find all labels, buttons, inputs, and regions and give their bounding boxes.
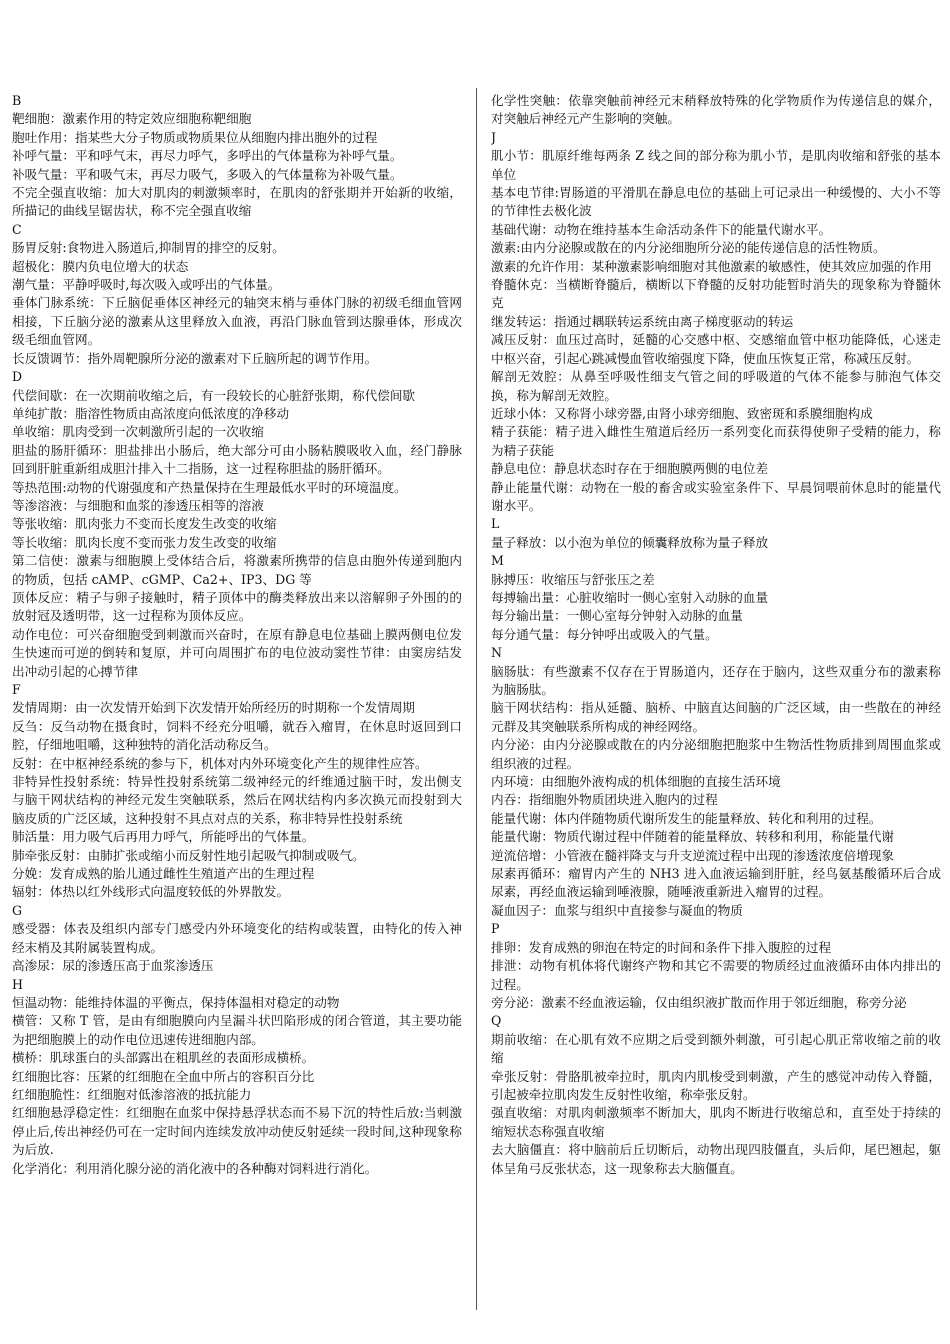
glossary-entry: 期前收缩：在心肌有效不应期之后受到额外刺激，可引起心肌正常收缩之前的收缩 (491, 1031, 941, 1066)
glossary-entry: 排卵：发育成熟的卵泡在特定的时间和条件下排入腹腔的过程 (491, 939, 832, 955)
section-letter: F (12, 682, 21, 697)
glossary-entry: 尿素再循环：瘤胃内产生的 NH3 进入血液运输到肝脏，经鸟氨基酸循环后合成尿素，再经血液运输到唾液腺，随唾液重新进入瘤胃的过程。 (491, 866, 941, 900)
glossary-entry: 近球小体：又称肾小球旁器,由肾小球旁细胞、致密斑和系膜细胞构成 (491, 405, 873, 421)
glossary-entry: 脉搏压：收缩压与舒张压之差 (491, 571, 655, 587)
glossary-entry: 红细胞悬浮稳定性：红细胞在血浆中保持悬浮状态而不易下沉的特性后放:当刺激停止后,传出神经仍可在一定时间内连续发放冲动使反射延续一段时间,这种现象称为后放. (12, 1105, 462, 1158)
glossary-entry: 反刍：反刍动物在摄食时，饲料不经充分咀嚼，就吞入瘤胃，在休息时返回到口腔，仔细地咀嚼，这种独特的消化活动称反刍。 (12, 718, 462, 753)
section-letter: D (12, 369, 23, 385)
section-letter: P (491, 921, 500, 937)
glossary-entry: 肌小节：肌原纤维每两条 Z 线之间的部分称为肌小节，是肌肉收缩和舒张的基本单位 (491, 148, 941, 182)
section-letter: N (491, 645, 503, 661)
glossary-entry: 顶体反应：精子与卵子接触时，精子顶体中的酶类释放出来以溶解卵子外围的的放射冠及透明带，这一过程称为顶体反应。 (12, 589, 462, 624)
glossary-entry: 基础代谢：动物在维持基本生命活动条件下的能量代谢水平。 (491, 221, 832, 237)
glossary-entry: 不完全强直收缩：加大对肌肉的刺激频率时，在肌肉的舒张期并开始新的收缩，所描记的曲线呈锯齿状，称不完全强直收缩 (12, 185, 462, 219)
glossary-entry: 单收缩：肌肉受到一次刺激所引起的一次收缩 (12, 424, 264, 440)
glossary-entry: 内环境：由细胞外液构成的机体细胞的直接生活环境 (491, 774, 781, 790)
glossary-entry: 每分通气量：每分钟呼出或吸入的气量。 (491, 626, 718, 642)
glossary-entry: 旁分泌：激素不经血液运输，仅由组织液扩散而作用于邻近细胞，称旁分泌 (491, 994, 907, 1010)
glossary-entry: 激素:由内分泌腺或散在的内分泌细胞所分泌的能传递信息的活性物质。 (491, 240, 886, 256)
glossary-entry: 等热范围:动物的代谢强度和产热量保持在生理最低水平时的环境温度。 (12, 479, 407, 495)
glossary-entry: 补吸气量：平和吸气末，再尽力吸气，多吸入的气体量称为补吸气量。 (12, 166, 403, 182)
section-letter: G (12, 902, 23, 918)
glossary-entry: 长反馈调节：指外周靶腺所分泌的激素对下丘脑所起的调节作用。 (12, 350, 378, 366)
glossary-entry: 高渗尿：尿的渗透压高于血浆渗透压 (12, 958, 214, 974)
glossary-entry: 潮气量：平静呼吸时,每次吸入或呼出的气体量。 (12, 277, 281, 293)
glossary-entry: 继发转运：指通过耦联转运系统由离子梯度驱动的转运 (491, 313, 794, 329)
section-letter: J (491, 129, 497, 145)
glossary-entry: 强直收缩：对肌肉刺激频率不断加大，肌肉不断进行收缩总和，直至处于持续的缩短状态称强直收缩 (491, 1105, 941, 1139)
glossary-entry: 脊髓休克：当横断脊髓后，横断以下脊髓的反射功能暂时消失的现象称为脊髓休克 (491, 277, 941, 311)
glossary-entry: 每搏输出量：心脏收缩时一侧心室射入动脉的血量 (491, 589, 769, 605)
glossary-entry: 化学消化：利用消化腺分泌的消化液中的各种酶对饲料进行消化。 (12, 1160, 378, 1176)
glossary-entry: 肺牵张反射：由肺扩张或缩小而反射性地引起吸气抑制或吸气。 (12, 847, 365, 863)
glossary-entry: 解剖无效腔：从鼻至呼吸性细支气管之间的呼吸道的气体不能参与肺泡气体交换，称为解剖无效腔。 (491, 369, 941, 403)
glossary-entry: 横管：又称 T 管，是由有细胞膜向内呈漏斗状凹陷形成的闭合管道，其主要功能为把细胞膜上的动作电位迅速传进细胞内部。 (12, 1013, 462, 1047)
glossary-entry: 静息电位：静息状态时存在于细胞膜两侧的电位差 (491, 461, 769, 477)
glossary-entry: 发情周期：由一次发情开始到下次发情开始所经历的时期称一个发情周期 (12, 700, 415, 716)
glossary-entry: 能量代谢：体内伴随物质代谢所发生的能量释放、转化和利用的过程。 (491, 810, 882, 826)
glossary-entry: 反射：在中枢神经系统的参与下，机体对内外环境变化产生的规律性应答。 (12, 755, 428, 771)
glossary-entry: 辐射：体热以红外线形式向温度较低的外界散发。 (12, 884, 290, 900)
glossary-entry: 基本电节律:胃肠道的平滑肌在静息电位的基础上可记录出一种缓慢的、大小不等的节律性去极化波 (491, 185, 941, 219)
glossary-entry: 每分输出量：一侧心室每分钟射入动脉的血量 (491, 608, 743, 624)
glossary-entry: 单纯扩散：脂溶性物质由高浓度向低浓度的净移动 (12, 405, 290, 421)
glossary-entry: 肺活量：用力吸气后再用力呼气，所能呼出的气体量。 (12, 829, 315, 845)
section-letter: Q (491, 1013, 502, 1029)
glossary-entry: 激素的允许作用：某种激素影响细胞对其他激素的敏感性，使其效应加强的作用 (491, 258, 932, 274)
glossary-entry: 等张收缩：肌肉张力不变而长度发生改变的收缩 (12, 516, 277, 532)
glossary-entry: 胆盐的肠肝循环：胆盐排出小肠后，绝大部分可由小肠粘膜吸收入血，经门静脉回到肝脏重新组成胆汁排入十二指肠，这一过程称胆盐的肠肝循环。 (12, 442, 462, 477)
glossary-entry: 胞吐作用：指某些大分子物质或物质果位从细胞内排出胞外的过程 (12, 129, 378, 145)
glossary-entry: 非特异性投射系统：特异性投射系统第二级神经元的纤维通过脑干时，发出侧支与脑干网状结构的神经元发生突触联系，然后在网状结构内多次换元而投射到大脑皮质的广泛区域，这种投射不具点对点的关系，称非特异性投射系统 (12, 774, 462, 826)
column-divider (476, 88, 477, 1310)
glossary-entry: 第二信使：激素与细胞膜上受体结合后，将激素所携带的信息由胞外传递到胞内的物质，包括 cAMP、cGMP、Ca2+、IP3、DG 等 (12, 553, 462, 587)
glossary-entry: 去大脑僵直：将中脑前后丘切断后，动物出现四肢僵直，头后仰，尾巴翘起，躯体呈角弓反张状态，这一现象称去大脑僵直。 (491, 1142, 941, 1176)
glossary-entry: 红细胞脆性：红细胞对低渗溶液的抵抗能力 (12, 1086, 252, 1102)
glossary-entry: 化学性突触：依靠突触前神经元末稍释放特殊的化学物质作为传递信息的媒介，对突触后神经元产生影响的突触。 (491, 93, 941, 127)
glossary-entry: 逆流倍增：小管液在髓袢降支与升支逆流过程中出现的渗透浓度倍增现象 (491, 847, 894, 863)
glossary-entry: 量子释放：以小泡为单位的倾囊释放称为量子释放 (491, 534, 769, 550)
glossary-entry: 垂体门脉系统：下丘脑促垂体区神经元的轴突末梢与垂体门脉的初级毛细血管网相接，下丘脑分泌的激素从这里释放入血液，再沿门脉血管到达腺垂体，形成次级毛细血管网。 (12, 295, 462, 348)
glossary-entry: 脑干网状结构：指从延髓、脑桥、中脑直达间脑的广泛区域，由一些散在的神经元群及其突触联系所构成的神经网络。 (491, 700, 941, 734)
glossary-entry: 精子获能：精子进入雌性生殖道后经历一系列变化而获得使卵子受精的能力，称为精子获能 (491, 424, 941, 458)
glossary-entry: 内吞：指细胞外物质团块进入胞内的过程 (491, 792, 718, 808)
glossary-entry: 静止能量代谢：动物在一般的畜舍或实验室条件下、早晨饲喂前休息时的能量代谢水平。 (491, 479, 941, 513)
glossary-entry: 内分泌：由内分泌腺或散在的内分泌细胞把胞浆中生物活性物质排到周围血浆或组织液的过程。 (491, 737, 941, 771)
glossary-entry: 红细胞比容：压紧的红细胞在全血中所占的容积百分比 (12, 1068, 315, 1084)
glossary-entry: 能量代谢：物质代谢过程中伴随着的能量释放、转移和利用，称能量代谢 (491, 829, 894, 845)
glossary-entry: 补呼气量：平和呼气末，再尽力呼气，多呼出的气体量称为补呼气量。 (12, 148, 403, 164)
right-column (491, 92, 941, 1314)
glossary-entry: 肠胃反射:食物进入肠道后,抑制胃的排空的反射。 (12, 240, 285, 256)
section-letter: H (12, 976, 23, 992)
glossary-entry: 脑肠肽：有些激素不仅存在于胃肠道内，还存在于脑内，这些双重分布的激素称为脑肠肽。 (491, 663, 941, 697)
glossary-entry: 等渗溶液：与细胞和血浆的渗透压相等的溶液 (12, 497, 264, 513)
glossary-entry: 凝血因子：血浆与组织中直接参与凝血的物质 (491, 902, 743, 918)
glossary-entry: 排泄：动物有机体将代谢终产物和其它不需要的物质经过血液循环由体内排出的过程。 (491, 958, 941, 992)
glossary-entry: 牵张反射：骨胳肌被牵拉时，肌肉内肌梭受到刺激，产生的感觉冲动传入脊髓，引起被牵拉肌肉发生反射性收缩，称牵张反射。 (491, 1068, 941, 1102)
glossary-entry: 动作电位：可兴奋细胞受到刺激而兴奋时，在原有静息电位基础上膜两侧电位发生快速而可逆的倒转和复原，并可向周围扩布的电位波动窦性节律：由窦房结发出冲动引起的心搏节律 (12, 626, 462, 679)
glossary-entry: 等长收缩：肌肉长度不变而张力发生改变的收缩 (12, 534, 277, 550)
section-letter: B (12, 93, 22, 108)
glossary-entry: 感受器：体表及组织内部专门感受内外环境变化的结构或装置，由特化的传入神经末梢及其附属装置构成。 (12, 921, 462, 955)
section-letter: C (12, 221, 22, 237)
glossary-entry: 减压反射：血压过高时，延髓的心交感中枢、交感缩血管中枢功能降低，心迷走中枢兴奋，引起心跳减慢血管收缩强度下降，使血压恢复正常，称减压反射。 (491, 332, 941, 366)
left-column (12, 92, 462, 1314)
glossary-entry: 恒温动物：能维持体温的平衡点，保持体温相对稳定的动物 (12, 994, 340, 1010)
section-letter: M (491, 553, 504, 569)
glossary-entry: 横桥：肌球蛋白的头部露出在粗肌丝的表面形成横桥。 (12, 1050, 315, 1066)
glossary-entry: 代偿间歇：在一次期前收缩之后，有一段较长的心脏舒张期，称代偿间歇 (12, 387, 415, 403)
glossary-entry: 超极化：膜内负电位增大的状态 (12, 258, 189, 274)
section-letter: L (491, 516, 500, 532)
glossary-entry: 分娩：发育成熟的胎儿通过雌性生殖道产出的生理过程 (12, 866, 315, 882)
glossary-entry: 靶细胞：激素作用的特定效应细胞称靶细胞 (12, 111, 252, 127)
